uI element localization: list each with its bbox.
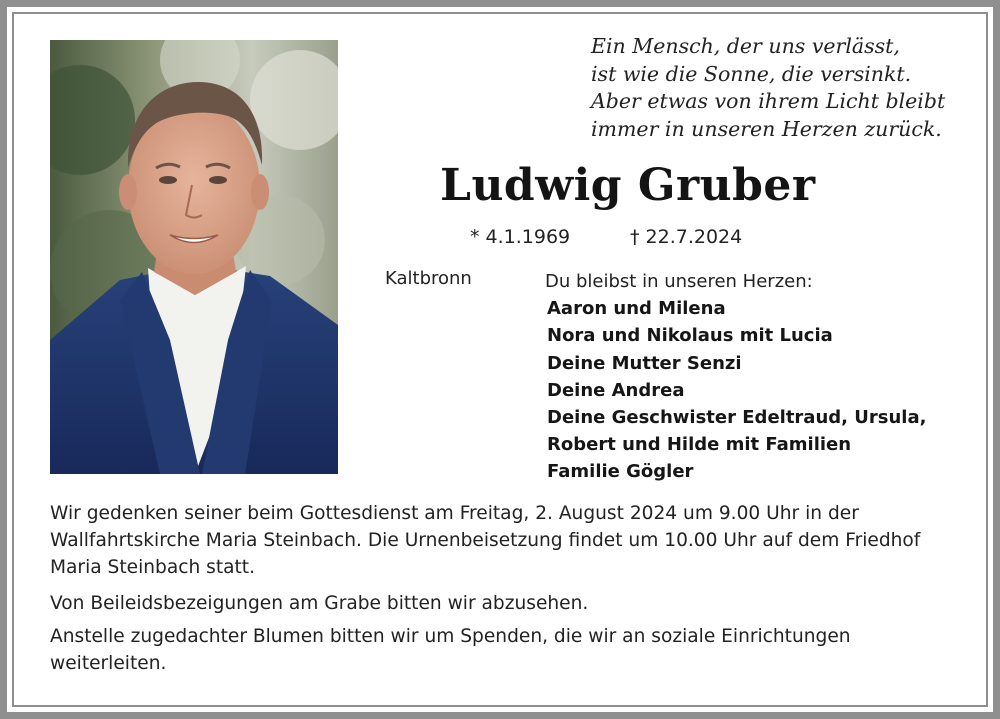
mourners-list [545, 268, 926, 486]
poem-line: ist wie die Sonne, die versinkt. [591, 61, 912, 86]
donations-notice: Anstelle zugedachter Blumen bitten wir um Spenden, die wir an soziale Einrichtungen weiterleiten. [50, 626, 851, 674]
mourner-entry: Deine Mutter Senzi [547, 352, 742, 374]
mourners-intro: Du bleibst in unseren Herzen: [545, 271, 813, 292]
mourner-entry: Nora und Nikolaus mit Lucia [547, 325, 833, 347]
poem-line: Ein Mensch, der uns verlässt, [591, 34, 900, 58]
deceased-name: Ludwig Gruber [440, 160, 816, 211]
birth-date: * 4.1.1969 [470, 226, 571, 248]
poem-line: immer in unseren Herzen zurück. [591, 116, 942, 141]
place-name: Kaltbronn [385, 268, 472, 289]
mourner-entry: Aaron und Milena [547, 298, 726, 320]
death-date: † 22.7.2024 [630, 226, 743, 248]
mourner-entry: Deine Geschwister Edeltraud, Ursula, [547, 407, 927, 429]
service-notice: Wir gedenken seiner beim Gottesdienst am Freitag, 2. August 2024 um 9.00 Uhr in der Wallfahrtskirche Maria Steinbach. Die Urnenbeisetzung findet um 10.00 Uhr auf dem Friedhof Maria Steinbach statt. [50, 503, 921, 578]
mourner-entry: Robert und Hilde mit Familien [547, 434, 852, 456]
memorial-poem [591, 33, 971, 143]
mourner-entry: Deine Andrea [547, 379, 685, 401]
condolences-notice: Von Beileidsbezeigungen am Grabe bitten wir abzusehen. [50, 593, 589, 614]
mourner-entry: Familie Gögler [547, 461, 694, 483]
portrait-photo [50, 40, 338, 474]
poem-line: Aber etwas von ihrem Licht bleibt [591, 89, 946, 113]
